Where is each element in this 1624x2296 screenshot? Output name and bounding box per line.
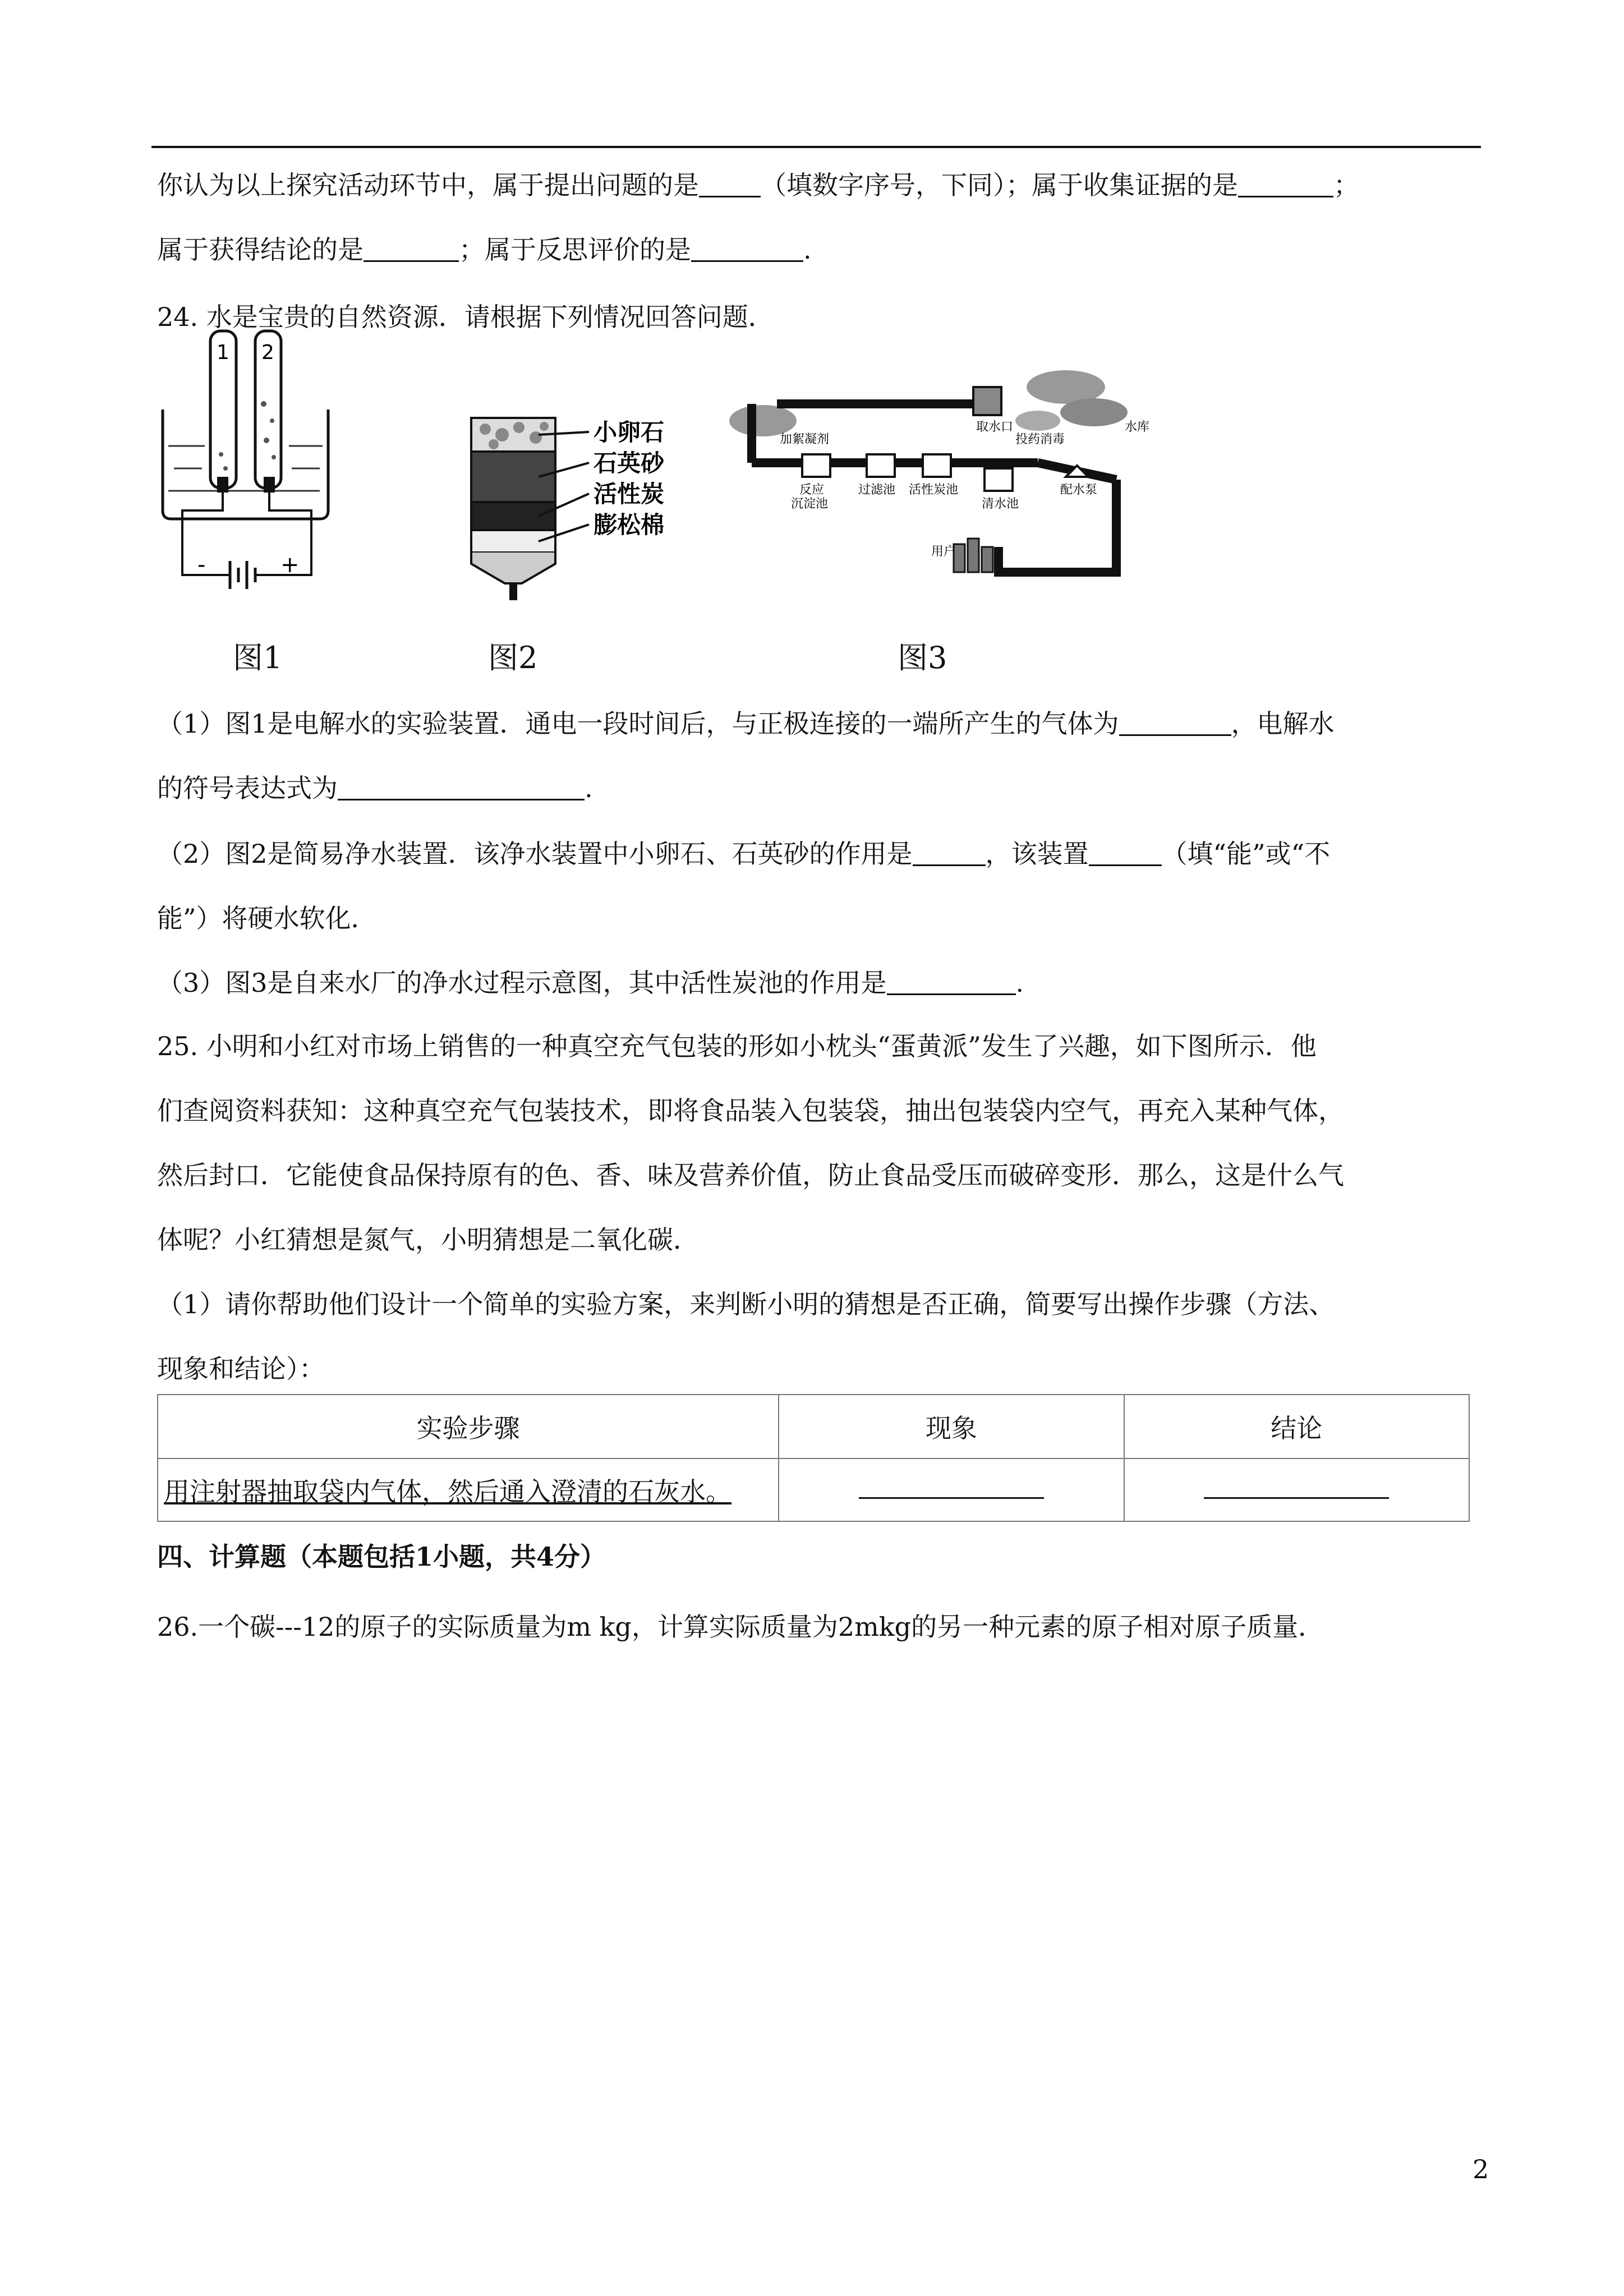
bubbles — [219, 401, 276, 471]
q23-line-2 — [157, 233, 812, 266]
label-sediment: 沉淀池 — [791, 497, 829, 511]
figure-2-caption: 图2 — [488, 640, 538, 675]
answer-blank[interactable] — [859, 1475, 1044, 1499]
table-header: 实验步骤 — [158, 1395, 779, 1458]
q24-part2-line-2: 能”）将硬水软化． — [157, 903, 377, 933]
q25-part1-line-2: 现象和结论）： — [157, 1354, 325, 1384]
q24-text: （1）图1是电解水的实验装置．通电一段时间后，与正极连接的一端所产生的气体为 — [157, 708, 1119, 739]
label-users: 用户 — [931, 545, 956, 559]
phenomenon-cell[interactable] — [779, 1458, 1124, 1521]
q23-text: . — [803, 234, 812, 265]
q23-text: 你认为以上探究活动环节中，属于提出问题的是 — [157, 170, 699, 200]
label-intake: 取水口 — [976, 420, 1014, 434]
experiment-step-cell: 用注射器抽取袋内气体，然后通入澄清的石灰水。 — [158, 1458, 779, 1521]
label-reservoir: 水库 — [1125, 420, 1150, 434]
figure-3-water-plant — [724, 359, 1172, 600]
figure-2-water-filter — [460, 415, 718, 606]
q25-line-3: 然后封口．它能使食品保持原有的色、香、味及营养价值，防止食品受压而破碎变形．那么，这是什么气 — [157, 1160, 1344, 1190]
q24-text: . — [1015, 968, 1024, 998]
q24-part3-line — [157, 966, 1024, 1000]
q24-part1-line-2 — [157, 771, 593, 805]
q26-text: 26.一个碳---12的原子的实际质量为m kg，计算实际质量为2mkg的另一种元素的原子相对原子质量． — [157, 1612, 1324, 1642]
table-header-row — [158, 1395, 1469, 1458]
answer-blank[interactable] — [1238, 171, 1333, 197]
q24-text: 的符号表达式为 — [157, 773, 338, 803]
q25-line-2: 们查阅资料获知：这种真空充气包装技术，即将食品装入包装袋，抽出包装袋内空气，再充入某种气体， — [157, 1096, 1344, 1126]
answer-blank[interactable] — [338, 774, 585, 800]
q24-text: （填“能”或“不 — [1161, 839, 1331, 869]
plus-sign: + — [280, 552, 300, 578]
answer-blank[interactable] — [1119, 710, 1231, 736]
label-filter: 过滤池 — [858, 483, 896, 497]
layer-label-activated-carbon: 活性炭 — [594, 480, 665, 508]
label-reaction: 反应 — [799, 483, 825, 497]
figure-1-caption: 图1 — [233, 640, 283, 675]
answer-blank[interactable] — [364, 236, 459, 262]
q24-part2-line-1 — [157, 837, 1330, 871]
answer-blank[interactable] — [1204, 1475, 1389, 1499]
q25-line-1: 25. 小明和小红对市场上销售的一种真空充气包装的形如小枕头“蛋黄派”发生了兴趣，如下图所示．他 — [157, 1031, 1317, 1061]
conclusion-cell[interactable] — [1124, 1458, 1469, 1521]
water-lines — [168, 446, 323, 491]
q23-text: ； — [1333, 170, 1359, 200]
q23-text: ；属于反思评价的是 — [459, 234, 691, 265]
q24-text: . — [585, 773, 593, 803]
q25-part1-line-1: （1）请你帮助他们设计一个简单的实验方案，来判断小明的猜想是否正确，简要写出操作步骤（方法、 — [157, 1289, 1335, 1319]
q23-line-1 — [157, 168, 1359, 202]
q24-text: （3）图3是自来水厂的净水过程示意图，其中活性炭池的作用是 — [157, 968, 887, 998]
label-disinfect: 投药消毒 — [1015, 432, 1065, 447]
answer-blank[interactable] — [887, 969, 1016, 995]
layer-label-cotton: 膨松棉 — [594, 511, 665, 539]
minus-sign: - — [197, 552, 206, 578]
section-4-title: 四、计算题（本题包括1小题，共4分） — [157, 1542, 606, 1572]
q24-text: ，电解水 — [1231, 708, 1335, 739]
label-carbon: 活性炭池 — [909, 483, 959, 497]
q24-text: （2）图2是简易净水装置．该净水装置中小卵石、石英砂的作用是 — [157, 839, 913, 869]
header-rule — [151, 146, 1481, 148]
answer-blank[interactable] — [699, 171, 761, 197]
answer-blank[interactable] — [691, 236, 803, 262]
answer-blank[interactable] — [1089, 840, 1162, 866]
table-header: 结论 — [1124, 1395, 1469, 1458]
label-flocculant: 加絮凝剂 — [780, 432, 830, 447]
q24-text: ，该装置 — [985, 839, 1089, 869]
layer-label-quartz-sand: 石英砂 — [594, 449, 665, 477]
label-clean-water: 清水池 — [982, 497, 1019, 511]
q23-text: （填数字序号，下同）；属于收集证据的是 — [761, 170, 1238, 200]
q25-line-4: 体呢？小红猜想是氮气，小明猜想是二氧化碳． — [157, 1225, 699, 1255]
figure-1-electrolysis — [151, 325, 353, 606]
q23-text: 属于获得结论的是 — [157, 234, 364, 265]
label-pump: 配水泵 — [1060, 483, 1098, 497]
experiment-table — [157, 1394, 1470, 1522]
table-row — [158, 1458, 1469, 1521]
tube-1-label: 1 — [217, 341, 229, 364]
q24-stem: 24. 水是宝贵的自然资源．请根据下列情况回答问题． — [157, 302, 774, 332]
page-number: 2 — [1473, 2154, 1489, 2184]
q24-part1-line-1 — [157, 707, 1335, 740]
table-header: 现象 — [779, 1395, 1124, 1458]
layer-label-pebble: 小卵石 — [594, 418, 665, 446]
answer-blank[interactable] — [913, 840, 986, 866]
figure-3-caption: 图3 — [898, 640, 947, 675]
tube-2-label: 2 — [261, 341, 274, 364]
